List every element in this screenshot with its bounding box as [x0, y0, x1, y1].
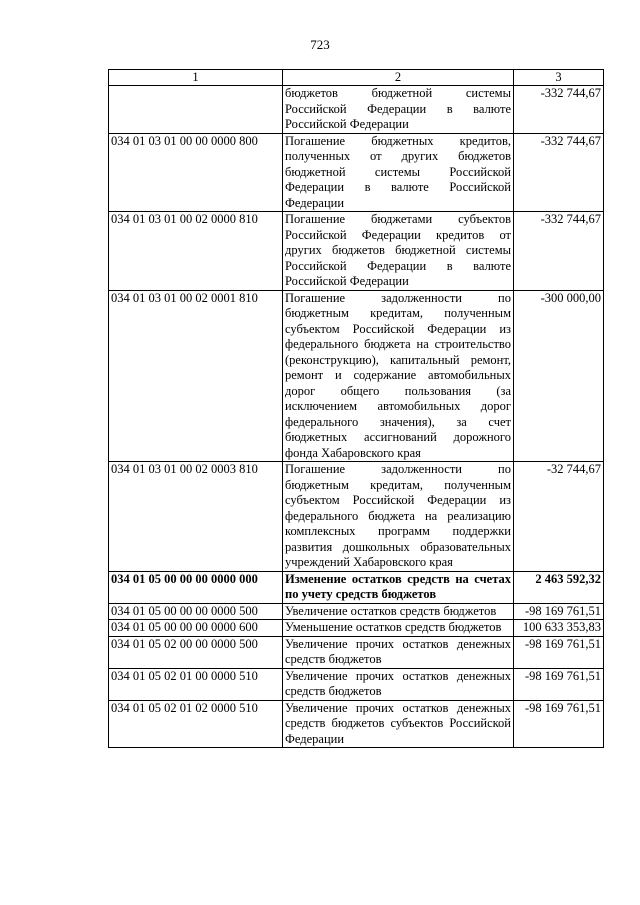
item-name-cell: Погашение задолженности по бюджетным кредитам, полученным субъектом Российской Федерации из федерального бюджета на строительство (реконструкцию), капитальный ремонт, ремонт и содержание автомобильных дорог общего пользования (за исключением автомобильных дорог федерального значения), за счет бюджетных ассигнований дорожного фонда Хабаровского края: [283, 290, 514, 462]
column-header-2: 2: [283, 70, 514, 86]
budget-code-cell: 034 01 03 01 00 02 0001 810: [109, 290, 283, 462]
table-row: [109, 636, 604, 668]
budget-code-cell: 034 01 05 02 01 00 0000 510: [109, 668, 283, 700]
item-name-cell: Увеличение прочих остатков денежных средств бюджетов субъектов Российской Федерации: [283, 700, 514, 748]
budget-code-cell: [109, 86, 283, 134]
budget-code-cell: 034 01 03 01 00 02 0003 810: [109, 462, 283, 572]
table-row: [109, 86, 604, 134]
budget-code-cell: 034 01 05 02 00 00 0000 500: [109, 636, 283, 668]
item-name-cell: Погашение бюджетных кредитов, полученных от других бюджетов бюджетной системы Российской Федерации в валюте Российской Федерации: [283, 133, 514, 212]
column-header-3: 3: [514, 70, 604, 86]
column-header-1: 1: [109, 70, 283, 86]
budget-code-cell: 034 01 05 00 00 00 0000 000: [109, 571, 283, 603]
budget-code-cell: 034 01 05 00 00 00 0000 500: [109, 603, 283, 620]
table-row: [109, 290, 604, 462]
amount-cell: -332 744,67: [514, 133, 604, 212]
table-row: [109, 603, 604, 620]
table-row: [109, 212, 604, 291]
budget-code-cell: 034 01 03 01 00 02 0000 810: [109, 212, 283, 291]
item-name-cell: Увеличение прочих остатков денежных средств бюджетов: [283, 636, 514, 668]
page-number: 723: [310, 37, 330, 52]
table-row: [109, 133, 604, 212]
budget-code-cell: 034 01 05 00 00 00 0000 600: [109, 620, 283, 637]
item-name-cell: Изменение остатков средств на счетах по учету средств бюджетов: [283, 571, 514, 603]
table-header-row: [109, 70, 604, 86]
amount-cell: -332 744,67: [514, 212, 604, 291]
amount-cell: -98 169 761,51: [514, 603, 604, 620]
table-row: [109, 668, 604, 700]
item-name-cell: Погашение бюджетами субъектов Российской Федерации кредитов от других бюджетов бюджетной системы Российской Федерации в валюте Российской Федерации: [283, 212, 514, 291]
amount-cell: 100 633 353,83: [514, 620, 604, 637]
budget-code-cell: 034 01 05 02 01 02 0000 510: [109, 700, 283, 748]
budget-code-cell: 034 01 03 01 00 00 0000 800: [109, 133, 283, 212]
table-row: [109, 462, 604, 572]
table-row: [109, 620, 604, 637]
amount-cell: -98 169 761,51: [514, 700, 604, 748]
item-name-cell: Погашение задолженности по бюджетным кредитам, полученным субъектом Российской Федерации из федерального бюджета на реализацию комплексных программ поддержки развития дошкольных образовательных учреждений Хабаровского края: [283, 462, 514, 572]
item-name-cell: Уменьшение остатков средств бюджетов: [283, 620, 514, 637]
budget-sources-table: [108, 69, 604, 748]
amount-cell: -32 744,67: [514, 462, 604, 572]
table-row: [109, 571, 604, 603]
amount-cell: -98 169 761,51: [514, 668, 604, 700]
amount-cell: -98 169 761,51: [514, 636, 604, 668]
item-name-cell: Увеличение остатков средств бюджетов: [283, 603, 514, 620]
amount-cell: -332 744,67: [514, 86, 604, 134]
item-name-cell: Увеличение прочих остатков денежных средств бюджетов: [283, 668, 514, 700]
amount-cell: -300 000,00: [514, 290, 604, 462]
item-name-cell: бюджетов бюджетной системы Российской Федерации в валюте Российской Федерации: [283, 86, 514, 134]
amount-cell: 2 463 592,32: [514, 571, 604, 603]
table-row: [109, 700, 604, 748]
